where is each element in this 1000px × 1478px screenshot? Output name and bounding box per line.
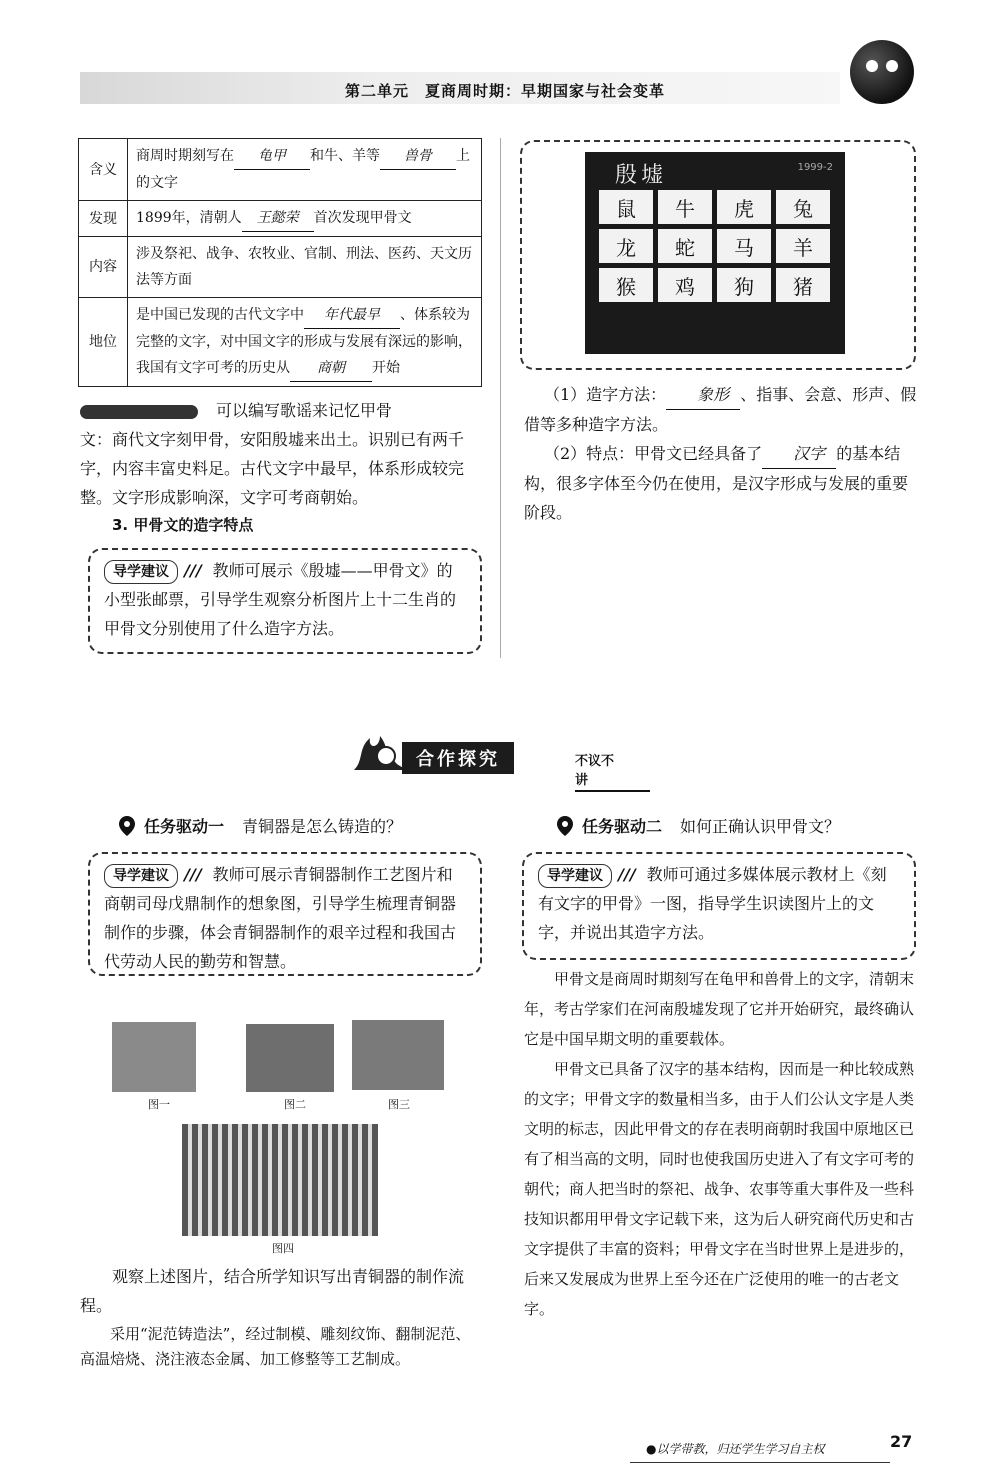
answer-blank: 兽骨 [380,143,456,170]
zodiac-stamp: 虎 [717,190,771,224]
table-row [79,237,482,298]
task-question: 如何正确认识甲骨文？ [680,817,841,836]
text-part: 开始 [372,360,400,376]
page-number: 27 [890,1432,913,1451]
guide-content [90,550,480,649]
unit-title: 第二单元 夏商周时期：早期国家与社会变革 [345,82,666,100]
feature-line [524,439,918,527]
text-part: 商周时期刻写在 [136,148,234,164]
row-value: 涉及祭祀、战争、农牧业、官制、刑法、医药、天文历法等方面 [128,237,482,298]
mascot-icon [850,40,914,104]
row-key: 发现 [79,201,128,237]
oracle-bone-info-table [78,138,482,387]
task-label: 任务驱动二 [582,817,663,836]
figure-caption: 图三 [388,1098,410,1111]
text-part: （1）造字方法： [544,385,667,404]
oracle-answer [524,964,920,1324]
zodiac-stamp: 马 [717,229,771,263]
text-part: 的基本结构，很多字体至今仍在使用，是汉字形成与发展的重要阶段。 [524,444,909,522]
zodiac-stamp: 蛇 [658,229,712,263]
figure-image [112,1022,196,1092]
slash-decoration: /// [184,865,202,884]
footer-slogan: ●以学带教，归还学生学习自主权 [646,1442,825,1456]
location-pin-icon [556,815,574,837]
stamp-grid [599,190,830,302]
slash-decoration: /// [618,865,636,884]
guide-text: 教师可展示《殷墟——甲骨文》的小型张邮票，引导学生观察分析图片上十二生肖的甲骨文分别使用了什么造字方法。 [104,561,457,638]
slash-decoration: /// [184,561,202,580]
text-part: （2）特点：甲骨文已经具备了 [544,444,763,463]
mascot-eye [886,60,898,72]
row-value [128,298,482,387]
stamp-id: 1999-2 [797,162,833,173]
figure-caption: 图二 [284,1098,306,1111]
zodiac-stamp: 鼠 [599,190,653,224]
zodiac-stamp: 羊 [776,229,830,263]
zodiac-stamp: 鸡 [658,268,712,302]
observe-question: 观察上述图片，结合所学知识写出青铜器的制作流程。 [80,1267,465,1315]
answer-blank: 王懿荣 [242,205,314,232]
zodiac-stamp-sheet [585,152,845,354]
table-row [79,139,482,201]
stamp-title: 殷墟 [615,163,668,188]
mnemonic-first-line: 可以编写歌谣来记忆甲骨 [216,401,393,420]
answer-blank: 龟甲 [234,143,310,170]
text-part: 上的文字 [136,148,470,191]
zodiac-stamp: 猪 [776,268,830,302]
figure-image [246,1024,334,1092]
flame-icon [350,730,408,774]
answer-paragraph: 甲骨文是商周时期刻写在龟甲和兽骨上的文字，清朝末年，考古学家们在河南殷墟发现了它并开始研究，最终确认它是中国早期文明的重要载体。 [524,970,915,1048]
task-question: 青铜器是怎么铸造的？ [242,817,403,836]
text-part: 首次发现甲骨文 [313,210,412,226]
row-value [128,201,482,237]
task-heading [556,814,840,837]
location-pin-icon [118,815,136,837]
row-key: 含义 [79,139,128,201]
guide-box [522,852,916,960]
method-paragraph [524,380,918,527]
text-part: 和牛、羊等 [310,148,380,164]
guide-box [88,852,482,976]
section-heading: 3. 甲骨文的造字特点 [112,516,254,534]
mnemonic-paragraph [80,396,484,512]
answer-blank: 象形 [666,380,740,410]
task-heading [118,814,402,837]
answer-blank: 汉字 [762,439,836,469]
zodiac-stamp: 狗 [717,268,771,302]
mascot-eye [866,60,878,72]
figure-caption: 图一 [148,1098,170,1111]
figure-caption: 图四 [272,1242,294,1255]
guide-content [90,854,480,982]
guide-tag: 导学建议 [104,864,178,888]
guide-box [88,548,482,654]
banner-subtitle: 不议不讲 [575,750,650,792]
guide-text: 教师可通过多媒体展示教材上《刻有文字的甲骨》一图，指导学生识读图片上的文字，并说出其造字方法。 [538,865,887,942]
text-part: 1899年，清朝人 [136,210,242,226]
answer-paragraph: 甲骨文已具备了汉字的基本结构，因而是一种比较成熟的文字；甲骨文字的数量相当多，由于人们公认文字是人类文明的标志，因此甲骨文的存在表明商朝时我国中原地区已有了相当高的文明，同时也使我国历史进入了有文字可考的朝代；商人把当时的祭祀、战争、农事等重大事件及一些科技知识都用甲骨文字记载下来，这为后人研究商代历史和古文字提供了丰富的资料；甲骨文字在当时世界上是进步的，后来又发展成为世界上至今还在广泛使用的唯一的古老文字。 [524,1060,915,1318]
text-part: 、指事、会意、形声、假借等多种造字方法。 [524,385,917,434]
zodiac-stamp: 龙 [599,229,653,263]
mnemonic-rest: 文：商代文字刻甲骨，安阳殷墟来出土。识别已有两千字，内容丰富史料足。古代文字中最早，体系形成较完整。文字形成影响深，文字可考商朝始。 [80,430,465,507]
row-key: 地位 [79,298,128,387]
text-part: 是中国已发现的古代文字中 [136,307,304,323]
answer-blank: 年代最早 [304,302,400,329]
guide-text: 教师可展示青铜器制作工艺图片和商朝司母戊鼎制作的想象图，引导学生梳理青铜器制作的步骤，体会青铜器制作的艰辛过程和我国古代劳动人民的勤劳和智慧。 [104,865,457,971]
bronze-answer: 采用“泥范铸造法”，经过制模、雕刻纹饰、翻制泥范、高温焙烧、浇注液态金属、加工修整等工艺制成。 [80,1325,471,1368]
guide-content [524,854,914,953]
section-banner [350,730,650,788]
table-row [79,298,482,387]
column-divider [500,138,501,658]
footer-rule [630,1462,890,1463]
figure-image [352,1020,444,1090]
task-label: 任务驱动一 [144,817,225,836]
mnemonic-badge-icon [80,405,198,419]
row-key: 内容 [79,237,128,298]
guide-tag: 导学建议 [104,560,178,584]
method-line [524,380,918,439]
table-row [79,201,482,237]
figure-image [182,1124,378,1236]
banner-title: 合作探究 [402,742,514,774]
zodiac-stamp: 兔 [776,190,830,224]
text-part: 、体系较为完整的文字，对中国文字的形成与发展有深远的影响，我国有文字可考的历史从 [136,307,472,376]
zodiac-stamp: 猴 [599,268,653,302]
guide-tag: 导学建议 [538,864,612,888]
row-value [128,139,482,201]
zodiac-stamp: 牛 [658,190,712,224]
answer-blank: 商朝 [290,355,372,382]
